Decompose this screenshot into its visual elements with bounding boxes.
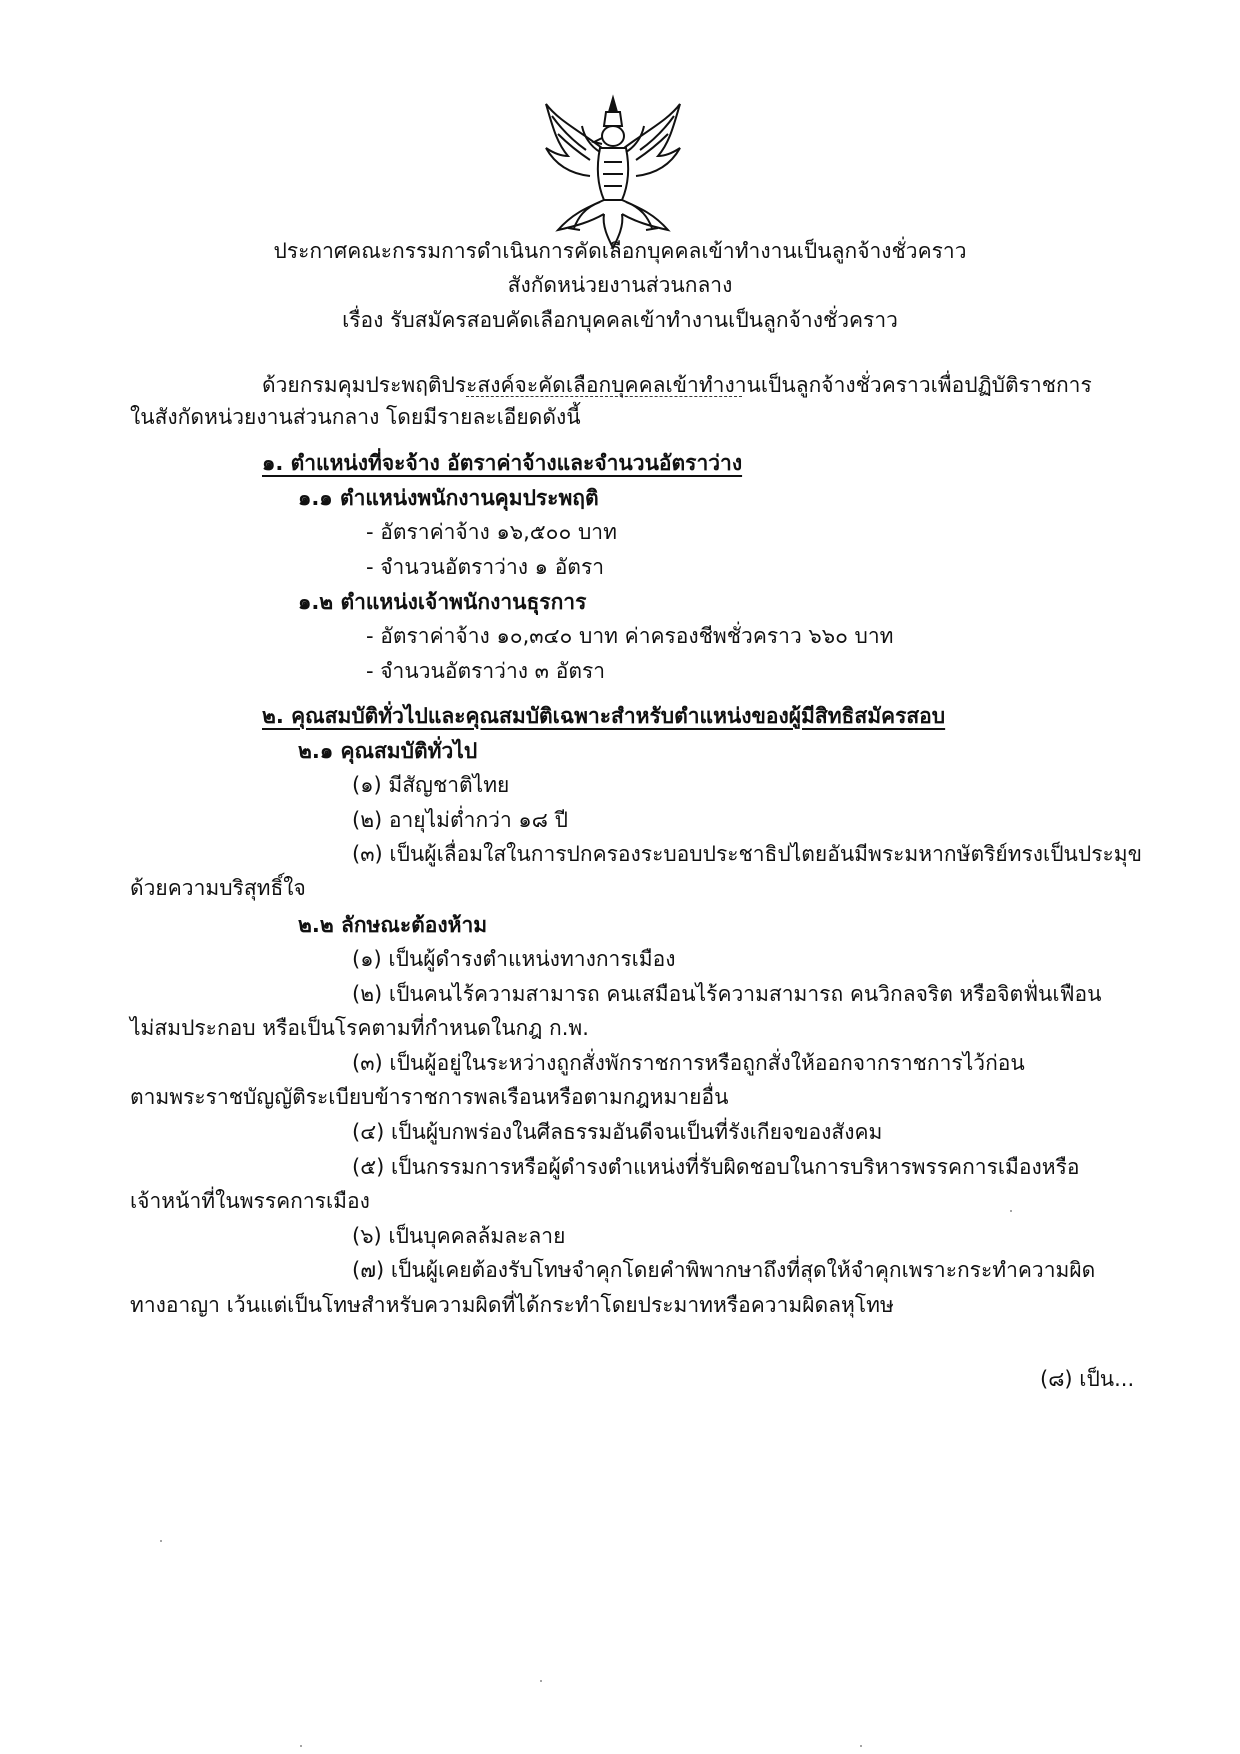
- garuda-emblem-icon: [538, 90, 688, 255]
- section-1-2-count: - จำนวนอัตราว่าง ๓ อัตรา: [366, 659, 606, 683]
- section-1-2-wage: - อัตราค่าจ้าง ๑๐,๓๔๐ บาท ค่าครองชีพชั่วคราว ๖๖๐ บาท: [366, 624, 894, 648]
- intro-line-2: ในสังกัดหน่วยงานส่วนกลาง โดยมีรายละเอียดดังนี้: [130, 405, 581, 429]
- section-2-1-item-3: (๓) เป็นผู้เลื่อมใสในการปกครองระบอบประชาธิปไตยอันมีพระมหากษัตริย์ทรงเป็นประมุข: [352, 842, 1143, 866]
- section-2-2-item-7-cont: ทางอาญา เว้นแต่เป็นโทษสำหรับความผิดที่ได้กระทำโดยประมาทหรือความผิดลหุโทษ: [130, 1293, 894, 1317]
- section-2-2-item-6: (๖) เป็นบุคคลล้มละลาย: [352, 1224, 566, 1248]
- section-2-2-heading: ๒.๒ ลักษณะต้องห้าม: [298, 913, 488, 937]
- section-2-1-item-2: (๒) อายุไม่ต่ำกว่า ๑๘ ปี: [352, 808, 568, 832]
- section-2-2-item-3: (๓) เป็นผู้อยู่ในระหว่างถูกสั่งพักราชการหรือถูกสั่งให้ออกจากราชการไว้ก่อน: [352, 1051, 1025, 1075]
- section-2-2-item-4: (๔) เป็นผู้บกพร่องในศีลธรรมอันดีจนเป็นที่รังเกียจของสังคม: [352, 1120, 883, 1144]
- header-title-line-1: ประกาศคณะกรรมการดำเนินการคัดเลือกบุคคลเข้าทำงานเป็นลูกจ้างชั่วคราว: [273, 239, 967, 263]
- section-2-2-item-7: (๗) เป็นผู้เคยต้องรับโทษจำคุกโดยคำพิพากษาถึงที่สุดให้จำคุกเพราะกระทำความผิด: [352, 1258, 1096, 1282]
- section-1-1-count: - จำนวนอัตราว่าง ๑ อัตรา: [366, 555, 605, 579]
- section-1-1-wage: - อัตราค่าจ้าง ๑๖,๕๐๐ บาท: [366, 520, 617, 544]
- section-2-2-item-5-cont: เจ้าหน้าที่ในพรรคการเมือง: [130, 1189, 370, 1213]
- section-2-2-item-5: (๕) เป็นกรรมการหรือผู้ดำรงตำแหน่งที่รับผิดชอบในการบริหารพรรคการเมืองหรือ: [352, 1155, 1080, 1179]
- header-title-line-2: สังกัดหน่วยงานส่วนกลาง: [507, 273, 733, 297]
- section-2-2-item-2-cont: ไม่สมประกอบ หรือเป็นโรคตามที่กำหนดในกฎ ก.พ.: [130, 1016, 589, 1040]
- section-1-1-heading: ๑.๑ ตำแหน่งพนักงานคุมประพฤติ: [298, 486, 599, 510]
- intro-line-1: ด้วยกรมคุมประพฤติประสงค์จะคัดเลือกบุคคลเข้าทำงานเป็นลูกจ้างชั่วคราวเพื่อปฏิบัติราชการ: [262, 373, 1092, 397]
- header-subject: เรื่อง รับสมัครสอบคัดเลือกบุคคลเข้าทำงานเป็นลูกจ้างชั่วคราว: [342, 308, 898, 332]
- section-2-2-item-1: (๑) เป็นผู้ดำรงตำแหน่งทางการเมือง: [352, 947, 676, 971]
- section-2-heading: ๒. คุณสมบัติทั่วไปและคุณสมบัติเฉพาะสำหรับตำแหน่งของผู้มีสิทธิสมัครสอบ: [262, 704, 946, 728]
- section-2-2-item-3-cont: ตามพระราชบัญญัติระเบียบข้าราชการพลเรือนหรือตามกฎหมายอื่น: [130, 1085, 729, 1109]
- section-1-2-heading: ๑.๒ ตำแหน่งเจ้าพนักงานธุรการ: [298, 590, 587, 614]
- scan-speck: [860, 1745, 862, 1747]
- scan-speck: [1010, 1210, 1012, 1212]
- section-2-1-heading: ๒.๑ คุณสมบัติทั่วไป: [298, 739, 478, 763]
- section-1-heading: ๑. ตำแหน่งที่จะจ้าง อัตราค่าจ้างและจำนวนอัตราว่าง: [262, 451, 743, 475]
- continuation-marker: (๘) เป็น...: [1040, 1367, 1135, 1391]
- scan-speck: [300, 1745, 302, 1747]
- section-2-2-item-2: (๒) เป็นคนไร้ความสามารถ คนเสมือนไร้ความสามารถ คนวิกลจริต หรือจิตฟั่นเฟือน: [352, 982, 1102, 1006]
- scan-speck: [540, 1680, 542, 1682]
- section-2-1-item-3-cont: ด้วยความบริสุทธิ์ใจ: [130, 876, 306, 900]
- section-2-1-item-1: (๑) มีสัญชาติไทย: [352, 773, 510, 797]
- scan-speck: [160, 1540, 162, 1542]
